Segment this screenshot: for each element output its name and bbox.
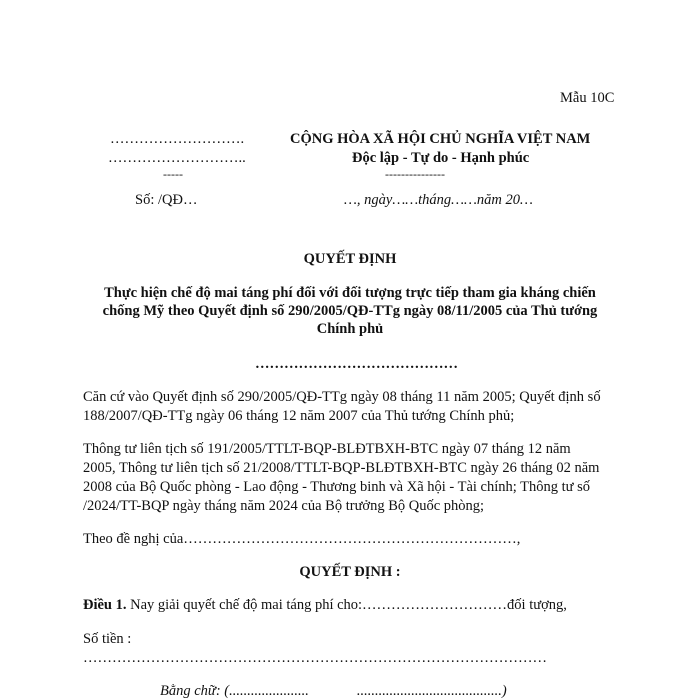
paragraph-line: /2024/TT-BQP ngày tháng năm 2024 của Bộ trưởng Bộ Quốc phòng; [83, 498, 485, 514]
in-words-rest: ........................................) [356, 683, 507, 699]
article-1-label: Điều 1. [83, 597, 127, 613]
paragraph-line: 188/2007/QĐ-TTg ngày 06 tháng 12 năm 2007 của Thủ tướng Chính phủ; [83, 408, 515, 424]
form-code: Mẫu 10C [560, 90, 615, 106]
subtitle-line2: chống Mỹ theo Quyết định số 290/2005/QĐ-TTg ngày 08/11/2005 của Thủ tướng [102, 303, 598, 319]
amount-in-words [160, 683, 507, 700]
in-words-label: Bằng chữ: (...................... [160, 683, 309, 699]
paragraph-line: Căn cứ vào Quyết định số 290/2005/QĐ-TTg ngày 08 tháng 11 năm 2005; Quyết định số [83, 389, 601, 405]
subtitle-line1: Thực hiện chế độ mai táng phí đối với đối tượng trực tiếp tham gia kháng chiến [104, 285, 596, 301]
amount-label: Số tiền : [83, 631, 132, 647]
paragraph-line: 2005, Thông tư liên tịch số 21/2008/TTLT-BQP-BLĐTBXH-BTC ngày 26 tháng 02 năm [83, 460, 600, 476]
agency-dots-line2: ……………………….. [108, 150, 246, 166]
document-title: QUYẾT ĐỊNH [303, 251, 397, 267]
paragraph-line: Thông tư liên tịch số 191/2005/TTLT-BQP-BLĐTBXH-BTC ngày 07 tháng 12 năm [83, 441, 571, 457]
article-1 [83, 597, 567, 614]
agency-dots-line1: ………………………. [110, 131, 245, 147]
nation-motto: Độc lập - Tự do - Hạnh phúc [352, 150, 530, 166]
header-right-underline: --------------- [385, 167, 445, 181]
article-1-text: Nay giải quyết chế độ mai táng phí cho:…………………………đối tượng, [126, 597, 567, 613]
decision-number: Số: /QĐ… [135, 192, 198, 208]
paragraph-line: 2008 của Bộ Quốc phòng - Lao động - Thương binh và Xã hội - Tài chính; Thông tư số [83, 479, 591, 495]
header-left-underline: ----- [163, 167, 183, 181]
subtitle-line3: Chính phủ [316, 321, 384, 337]
proposal-line: Theo đề nghị của……………………………………………………………, [83, 531, 521, 547]
amount-dots: …………………………………………………………………………………… [83, 650, 547, 666]
issue-date: …, ngày……tháng……năm 20… [344, 192, 533, 208]
authority-dots: …………………………………… [255, 356, 458, 372]
decision-heading: QUYẾT ĐỊNH : [299, 564, 401, 580]
nation-title: CỘNG HÒA XÃ HỘI CHỦ NGHĨA VIỆT NAM [290, 131, 591, 147]
